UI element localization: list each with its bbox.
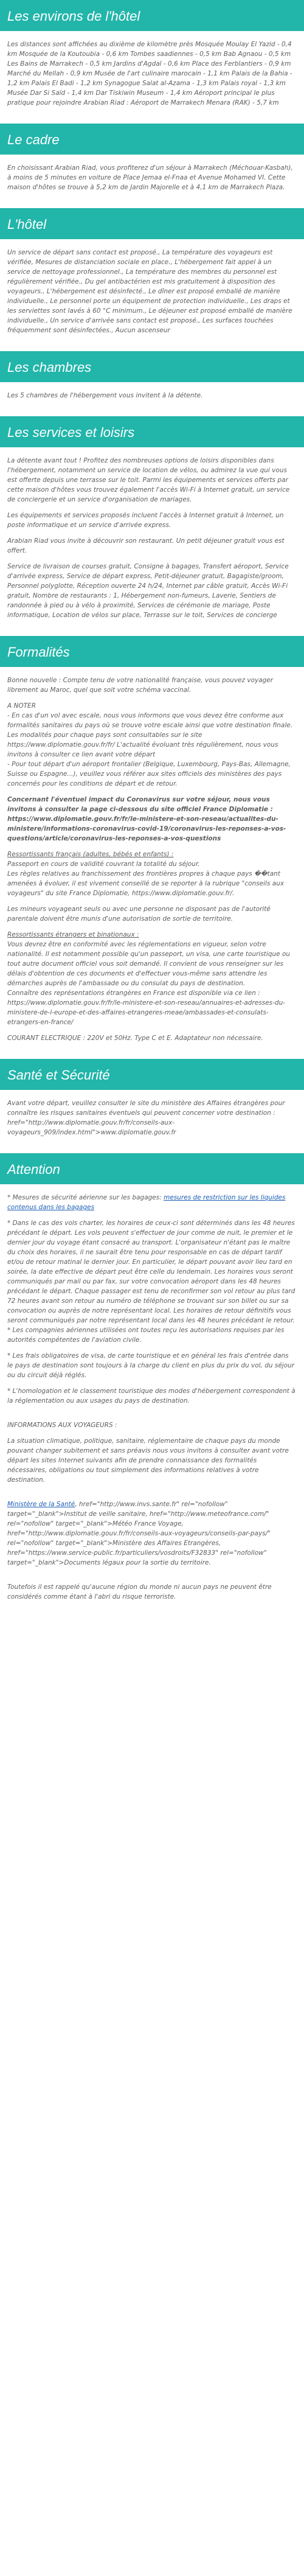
informations-voyageurs-title: INFORMATIONS AUX VOYAGEURS : — [7, 1422, 117, 1429]
section-title-attention: Attention — [0, 1153, 304, 1184]
cadre-text: En choisissant Arabian Riad, vous profiterez d'un séjour à Marrakech (Méchouar-Kasbah), à moins de 5 minutes en voiture de Place Jemaa el-Fnaa et Avenue Mohamed VI. Cette maison d'hôtes se trouve à 5,2 km de Jardin Majorelle et à 4,1 km de Marrakech Plaza. — [7, 164, 293, 191]
ministere-sante-link[interactable]: Ministère de la Santé — [7, 1501, 75, 1508]
services-paragraph: Les équipements et services proposés incluent l'accès à Internet gratuit à Internet, un poste informatique et un service d'arrivée express. — [7, 512, 284, 529]
covid-notice: Concernant l'éventuel impact du Coronavirus sur votre séjour, nous vous invitons à consulter la page ci-dessous du site officiel France Diplomatie : https://www.diplomatie.gouv.fr/fr/le-ministere-et-son-reseau/actualites-du-ministere/informations-coronavirus-covid-19/coronavirus-les-reponses-a-vos-questions/article/coronavirus-les-reponses-a-vos-questions — [7, 796, 286, 842]
hotel-text: Un service de départ sans contact est proposé., La température des voyageurs est vérifiée, Mesures de distanciation sociale en place., L'hébergement fait appel à un service de nettoyage professionnel., La température des membres du personnel est régulièrement vérifiée., Du gel antibactérien est mis gratuitement à disposition des voyageurs., L'hébergement est désinfecté., Le dîner est proposé emballé de manière individuelle., Le personnel porte un équipement de protection individuelle., Les draps et les serviettes sont lavés à 60 °C minimum., Le déjeuner est proposé emballé de manière individuelle., Un service d'arrivée sans contact est proposé., Les surfaces touchées fréquemment sont désinfectées., Aucun ascenseur — [7, 249, 292, 334]
note-line: Les modalités pour chaque pays sont consultables sur le site https://www.diplomatie.gouv.fr/fr/ L'actualité évoluant très régulièrement, nous vous invitons à consulter ce lien avant votre départ — [7, 731, 278, 758]
services-list: Service de livraison de courses gratuit, Consigne à bagages, Transfert aéroport, Service d'arrivée express, Service de départ express, Petit-déjeuner gratuit, Bagagiste/groom, Personnel polyglotte, Réception ouverte 24 h/24, Internet par câble gratuit, Accès Wi-Fi gratuit, Nombre de restaurants : 1, Hébergement non-fumeurs, Laverie, Sentiers de randonnée à pied ou à vélo à proximité, Services de cérémonie de mariage, Poste informatique, Location de vélos sur place, Terrasse sur le toit, Services de concierge — [7, 563, 289, 619]
etrangers-line: Vous devrez être en conformité avec les réglementations en vigueur, selon votre nationalité. Il est notamment possible qu'un passeport, un visa, une carte touristique ou tout autre document officiel vous soit demandé. Il convient de vous renseigner sur les délais d'obtention de ces documents et d'effectuer vous-même sans attendre les démarches auprès de l'ambassade ou du consulat du pays de destination. — [7, 941, 291, 987]
sante-text: Avant votre départ, veuillez consulter le site du ministère des Affaires étrangères pour connaître les risques sanitaires éventuels qui peuvent concerner votre destination : href="http://www.diplomatie.gouv.fr/fr/conseils-aux-voyageurs_909/index.html">www.diplomatie.gouv.fr — [7, 1100, 285, 1136]
ressortissants-line: Passeport en cours de validité couvrant la totalité du séjour. — [7, 860, 200, 868]
services-paragraph: La détente avant tout ! Profitez des nombreuses options de loisirs disponibles dans l'hébergement, notamment un service de location de vélos, ou admirez la vue qui vous est offerte depuis une terrasse sur le toit. Parmi les équipements et services offerts par cette maison d'hôtes vous trouvez également l'accès Wi-Fi à Internet gratuit, un service de conciergerie et un service d'organisation de mariages. — [7, 457, 290, 503]
section-title-services: Les services et loisirs — [0, 416, 304, 447]
attention-bagages — [7, 1193, 295, 1212]
section-hotel — [0, 208, 304, 335]
informations-voyageurs-text: La situation climatique, politique, sanitaire, réglementaire de chaque pays du monde pouvant changer subitement et sans préavis nous vous invitons à consulter avant votre départ les sites Internet suivants afin de prendre connaissance des formalités nécessaires, obligations ou tout simplement des informations relatives à votre destination. — [7, 1437, 289, 1484]
section-title-sante: Santé et Sécurité — [0, 1059, 304, 1090]
chambres-text: Les 5 chambres de l'hébergement vous invitent à la détente. — [7, 392, 203, 399]
section-environs — [0, 0, 304, 108]
section-title-hotel: L'hôtel — [0, 208, 304, 239]
attention-frais: * Les frais obligatoires de visa, de carte touristique et en général les frais d'entrée dans le pays de destination sont toujours à la charge du client en plus du prix du vol, du séjour ou du circuit déjà réglés. — [7, 1352, 295, 1379]
liquides-restriction-link[interactable]: mesures de restriction sur les liquides contenus dans les bagages — [7, 1194, 286, 1211]
terrorisme-notice: Toutefois il est rappelé qu'aucune région du monde ni aucun pays ne peuvent être considérés comme étant à l'abri du risque terroriste. — [7, 1583, 272, 1600]
section-title-cadre: Le cadre — [0, 124, 304, 155]
ressortissants-etrangers-title: Ressortissants étrangers et binationaux : — [7, 931, 139, 938]
links-paragraph — [7, 1499, 295, 1568]
environs-text: Les distances sont affichées au dixième de kilomètre près Mosquée Moulay El Yazid - 0,4 km Mosquée de la Koutoubia - 0,6 km Tombes saadiennes - 0,5 km Bab Agnaou - 0,5 km Les Bains de Marrakech - 0,5 km Jardins d'Agdal - 0,6 km Place des Ferblantiers - 0,9 km Marché du Mellah - 0,9 km Musée de l'art culinaire marocain - 1,1 km Palais de la Bahia - 1,2 km Palais El Badi - 1,2 km Synagogue Salat al-Azama - 1,3 km Palais royal - 1,3 km Musée Dar Si Saïd - 1,4 km Dar Tiskiwin Museum - 1,4 km Aéroport principal le plus pratique pour rejoindre Arabian Riad : Aéroport de Marrakech Menara (RAK) - 5,7 km — [7, 41, 292, 106]
section-cadre — [0, 124, 304, 192]
attention-charter: * Dans le cas des vols charter, les horaires de ceux-ci sont déterminés dans les 48 heures précédant le départ. Les vols peuvent s'effectuer de jour comme de nuit, le premier et le dernier jour du voyage étant consacré au transport. L'organisateur n'étant pas le maître du choix des horaires, il ne saurait être tenu pour responsable en cas de départ tardif et/ou de retour matinal le dernier jour. En particulier, le départ pouvant avoir lieu tard en soirée, la date effective de départ peut être celle du lendemain. Les horaires vous seront communiqués par mail ou par fax, sur votre convocation aéroport dans les 48 heures précédant le départ. Chaque passager est tenu de reconfirmer son vol retour au plus tard 72 heures avant son retour au numéro de téléphone se trouvant sur son billet ou sur sa convocation ou auprès de notre représentant local. Les horaires de retour définitifs vous seront communiqués par notre représentant local dans les 48 heures précédant le retour. — [7, 1220, 295, 1324]
mineurs-text: Les mineurs voyageant seuls ou avec une personne ne disposant pas de l'autorité parentale doivent être munis d'une autorisation de sortie de territoire. — [7, 906, 271, 923]
section-title-chambres: Les chambres — [0, 351, 304, 382]
note-line: - Pour tout départ d'un aéroport frontalier (Belgique, Luxembourg, Pays-Bas, Allemagne, Suisse ou Espagne...), veuillez vous référer aux sites officiels des ministères des pays concernés pour les conditions de départ et de retour. — [7, 761, 291, 787]
section-sante — [0, 1059, 304, 1137]
section-title-formalites: Formalités — [0, 636, 304, 667]
note-title: A NOTER — [7, 702, 36, 710]
note-line: - En cas d'un vol avec escale, nous vous informons que vous devez être conforme aux formalités sanitaires du pays où se trouve votre escale ainsi que votre destination finale. — [7, 712, 293, 729]
ressortissants-line: Les règles relatives au franchissement des frontières propres à chaque pays ��tant amenées à évoluer, il est vivement conseillé de se reporter à la rubrique "conseils aux voyageurs" du site France Diplomatie, https://www.diplomatie.gouv.fr/. — [7, 870, 285, 897]
attention-homologation: * L'homologation et le classement touristique des modes d'hébergement correspondent à la réglementation ou aux usages du pays de destination. — [7, 1387, 295, 1405]
section-title-environs: Les environs de l'hôtel — [0, 0, 304, 31]
attention-compagnies: * Les compagnies aériennes utilisées ont toutes reçu les autorisations requises par les autorités compétentes de l'aviation civile. — [7, 1327, 285, 1344]
formalites-intro: Bonne nouvelle : Compte tenu de votre nationalité française, vous pouvez voyager librement au Maroc, quel que soit votre schéma vaccinal. — [7, 677, 274, 694]
courant-electrique: COURANT ELECTRIQUE : 220V et 50Hz. Type C et E. Adaptateur non nécessaire. — [7, 1035, 263, 1042]
links-rest: , href="http://www.invs.sante.fr" rel="nofollow" target="_blank">Institut de veille sanitaire, href="http://www.meteofrance.com/" rel="nofollow" target="_blank">Météo France Voyage, href="http://www.diplomatie.gouv.fr/fr/conseils-aux-voyageurs/conseils-par-pays/" rel="nofollow" target="_blank">Ministère des Affaires Etrangères, href="https://www.service-public.fr/particuliers/vosdroits/F32833" rel="nofollow" target="_blank">Documents légaux pour la sortie du territoire. — [7, 1501, 271, 1566]
bagages-prefix: * Mesures de sécurité aérienne sur les bagages: — [7, 1194, 164, 1201]
etrangers-line: Connaître des représentations étrangères en France est disponible via ce lien : https://www.diplomatie.gouv.fr/fr/le-ministere-et-son-reseau/annuaires-et-adresses-du-ministere-de-l-europe-et-des-affaires-etrangeres-meae/ambassades-et-consulats-etrangers-en-france/ — [7, 990, 286, 1026]
section-chambres — [0, 351, 304, 400]
section-attention — [0, 1153, 304, 1602]
ressortissants-francais-title: Ressortissants français (adultes, bébés et enfants) : — [7, 851, 174, 858]
section-services — [0, 416, 304, 620]
section-formalites — [0, 636, 304, 1043]
services-paragraph: Arabian Riad vous invite à découvrir son restaurant. Un petit déjeuner gratuit vous est offert. — [7, 537, 285, 554]
